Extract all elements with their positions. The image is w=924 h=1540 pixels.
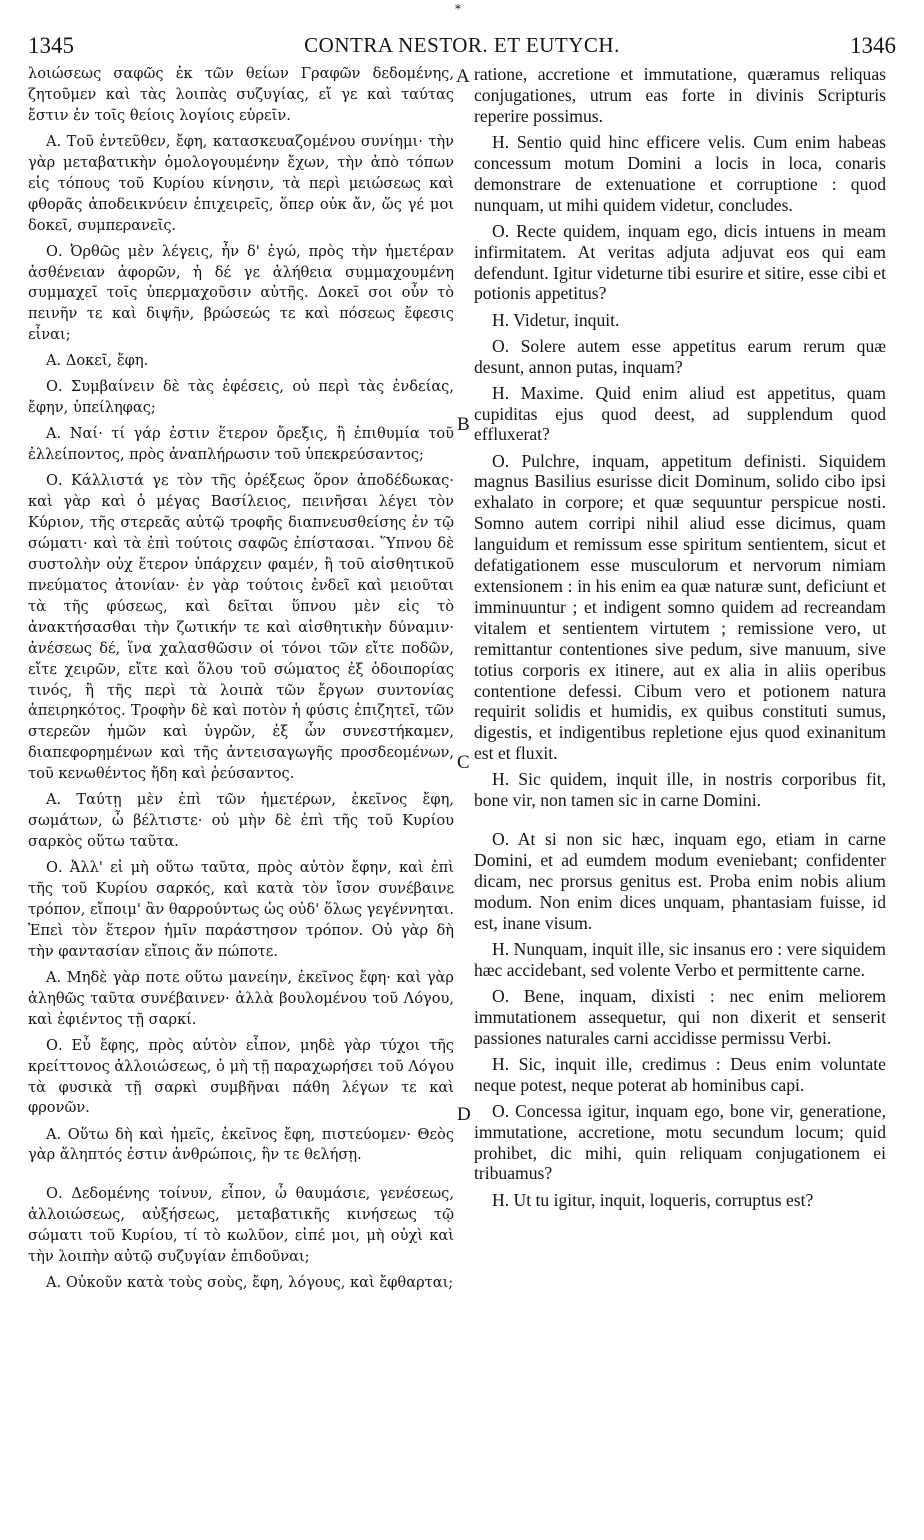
greek-paragraph: Ο. Ἀλλ' εἰ μὴ οὕτω ταῦτα, πρὸς αὐτὸν ἔφην, καὶ ἐπὶ τῆς τοῦ Κυρίου σαρκός, καὶ κατὰ τὸν ἴσον συνέβαινε τρόπον, εἴποιμ' ἂν θαρρούντως ὡς οὐδ' ὅλως γεγέννηται. Ἐπεὶ τὸν ἕτερον ἡμῖν παράστησον τρόπον. Οὐ γὰρ δὴ τὴν φαντασίαν εἴποις ἄν πώποτε. xyxy=(28,859,454,960)
greek-paragraph: Α. Μηδὲ γὰρ ποτε οὕτω μανείην, ἐκεῖνος ἔφη· καὶ γὰρ ἀληθῶς ταῦτα συνέβαινεν· ἀλλὰ βουλομένου τοῦ Λόγου, καὶ ἐφιέντος τῇ σαρκί. xyxy=(28,968,454,1028)
latin-paragraph: O. Pulchre, inquam, appetitum definisti. Siquidem magnus Basilius esurisse dicit Dominum, solido cibo ipsi exhalato in corpore; et quæ sequuntur perspicue nosti. Somno autem corripi nihil aliud esse dicimus, quam languidum et remissum esse spiritum sentientem, sicut et defatigationem esse musculorum et nervorum nimiam extensionem : in his enim ea quæ naturæ sunt, deficiunt et imminuuntur ; et indigent somno quidem ad recreandam vitalem et sentientem virtutem ; remissione vero, ut remittantur contentiones sive pedum, sive manuum, sive totius corporis ex itinere, aut ex alia in aliis operibus contentione defessi. Cibum vero et potionem natura requirit solidis et humidis, ex quibus constituti sumus, digestis, et indigentibus repletione ejus quod exinanitum est et fluxit. xyxy=(474,450,886,764)
greek-column xyxy=(28,64,454,1299)
latin-paragraph: H. Nunquam, inquit ille, sic insanus ero : vere siquidem hæc accidebant, sed volente Verbo et permittente carne. xyxy=(474,938,886,980)
margin-marker-b: B xyxy=(457,414,470,435)
latin-paragraph: ratione, accretione et immutatione, quæramus reliquas conjugationes, utrum eas forte in divinis Scripturis reperire possimus. xyxy=(474,64,886,126)
page-header xyxy=(28,33,896,61)
margin-marker-c: C xyxy=(457,752,470,773)
greek-paragraph: Α. Οὕτω δὴ καὶ ἡμεῖς, ἐκεῖνος ἔφη, πιστεύομεν· Θεὸς γὰρ ἄληπτός ἐστιν ἀνθρώποις, ἣν τε θελήσῃ. xyxy=(28,1125,454,1164)
latin-paragraph: H. Videtur, inquit. xyxy=(492,309,620,330)
greek-paragraph: Ο. Κάλλιστά γε τὸν τῆς ὀρέξεως ὅρον ἀποδέδωκας· καὶ γὰρ καὶ ὁ μέγας Βασίλειος, πεινῆσαι λέγει τὸν Κύριον, τῆς στερεᾶς αὐτῷ τροφῆς διαπνευσθείσης ἐν τῷ σώματι· καὶ τὰ ἐπὶ τούτοις σαφῶς ἐπίστασαι. Ὕπνου δὲ συστολὴν οὐχ ἕτερον ὑπάρχειν φαμέν, ἢ τοῦ αἰσθητικοῦ πνεύματος ἀτονίαν· ἐν γὰρ τούτοις ἐνδεῖ καὶ μειοῦται τὰ τῆς φύσεως, καὶ δεῖται ὕπνου μὲν εἰς τὸ ἀνακτήσασθαι τὴν ζωτικήν τε καὶ αἰσθητικὴν δύναμιν· ἀνέσεως δέ, ἵνα χαλασθῶσιν οἱ τόνοι τῶν εἴτε ποδῶν, εἴτε χειρῶν, εἴτε καὶ ὅλου τοῦ σώματος ἐξ ὁδοιπορίας τινός, ἢ τῆς περὶ τὰ λοιπὰ τῶν ἔργων συντονίας ἀπειρηκότος. Τροφὴν δὲ καὶ ποτὸν ἡ φύσις ἐπιζητεῖ, τῶν στερεῶν ἡμῶν καὶ ὑγρῶν, ἐξ ὧν συνεστήκαμεν, διαπεφορημένων καὶ τῆς ἀντεισαγωγῆς προσδεομένων, τοῦ κενωθέντος ἤδη καὶ ῥεύσαντος. xyxy=(28,472,454,783)
running-title: CONTRA NESTOR. ET EUTYCH. xyxy=(304,33,620,57)
margin-marker-d: D xyxy=(457,1104,471,1125)
right-page-number: 1346 xyxy=(850,33,896,58)
latin-paragraph: O. Solere autem esse appetitus earum rerum quæ desunt, annon putas, inquam? xyxy=(474,335,886,377)
greek-paragraph: Α. Ταύτῃ μὲν ἐπὶ τῶν ἡμετέρων, ἐκεῖνος ἔφη, σωμάτων, ὦ βέλτιστε· οὐ μὴν δὲ ἐπὶ τῆς τοῦ Κυρίου σαρκὸς οὕτω ταῦτα. xyxy=(28,791,454,851)
greek-paragraph: Ο. Συμβαίνειν δὲ τὰς ἐφέσεις, οὐ περὶ τὰς ἐνδείας, ἔφην, ὑπείληφας; xyxy=(28,378,454,417)
greek-paragraph: Ο. Ὀρθῶς μὲν λέγεις, ἦν δ' ἐγώ, πρὸς τὴν ἡμετέραν ἀσθένειαν ἀφορῶν, ἡ δέ γε ἀλήθεια συμμαχουμένη συμμαχεῖ τοῖς ὑπερμαχοῦσιν αὐτῆς. Δοκεῖ σοι οὖν τὸ πεινῆν τε καὶ διψῆν, βρώσεώς τε καὶ πόσεως ἔφεσις εἶναι; xyxy=(28,242,454,344)
latin-paragraph: H. Sic quidem, inquit ille, in nostris corporibus fit, bone vir, non tamen sic in carne Domini. xyxy=(474,769,886,811)
greek-paragraph: Ο. Δεδομένης τοίνυν, εἶπον, ὦ θαυμάσιε, γενέσεως, ἀλλοιώσεως, αὐξήσεως, μεταβατικῆς κινήσεως τῷ σώματι τοῦ Κυρίου, τί τὸ κωλῦον, εἰπέ μοι, μὴ οὐχὶ καὶ τὴν λοιπὴν αὐτῷ συζυγίαν ἐπιδοῦναι; xyxy=(28,1185,454,1266)
latin-column xyxy=(474,64,886,1216)
latin-paragraph: H. Maxime. Quid enim aliud est appetitus, quam cupiditas ejus quod deest, ad supplendum quod effluxerat? xyxy=(474,382,886,445)
latin-paragraph: O. Recte quidem, inquam ego, dicis intuens in meam infirmitatem. At veritas adjuta adjuvat eos qui eam defendunt. Igitur videturne tibi esurire et sitire, esse cibi et potionis appetitus? xyxy=(474,220,886,304)
latin-paragraph: O. Bene, inquam, dixisti : nec enim meliorem immutationem assequetur, qui non dixerit et senserit passiones naturales carni accidisse permissu Verbi. xyxy=(474,985,886,1048)
greek-paragraph: Α. Οὐκοῦν κατὰ τοὺς σοὺς, ἔφη, λόγους, καὶ ἔφθαρται; xyxy=(46,1274,454,1292)
top-mark: * xyxy=(455,2,461,16)
latin-paragraph: H. Sic, inquit ille, credimus : Deus enim voluntate neque potest, neque poterat ab hominibus capi. xyxy=(474,1053,886,1095)
greek-paragraph: Α. Δοκεῖ, ἔφη. xyxy=(46,352,149,370)
latin-paragraph: H. Ut tu igitur, inquit, loqueris, corruptus est? xyxy=(492,1189,814,1210)
greek-paragraph: Ο. Εὖ ἔφης, πρὸς αὐτὸν εἶπον, μηδὲ γὰρ τύχοι τῆς κρείττονος ἀλλοιώσεως, ὁ μὴ τῇ παραχωρήσει τοῦ Λόγου τὰ φυσικὰ τῇ σαρκὶ συμβῆναι πάθη λέγων τε καὶ φρονῶν. xyxy=(28,1036,454,1117)
greek-paragraph: Α. Ναί· τί γάρ ἐστιν ἕτερον ὄρεξις, ἢ ἐπιθυμία τοῦ ἐλλείποντος, πρὸς ἀναπλήρωσιν τοῦ ὑπεκρεύσαντος; xyxy=(28,425,454,464)
latin-paragraph: H. Sentio quid hinc efficere velis. Cum enim habeas concessum motum Domini a locis in loca, conaris demonstrare de extenuatione et corruptione : quod nunquam, ut mihi quidem videtur, concludes. xyxy=(474,131,886,215)
greek-paragraph: λοιώσεως σαφῶς ἐκ τῶν θείων Γραφῶν δεδομένης, ζητοῦμεν καὶ τὰς λοιπὰς συζυγίας, εἴ γε καὶ ταύτας ἔστιν ἐν τοῖς θείοις λογίοις εὑρεῖν. xyxy=(28,65,454,124)
margin-marker-a: A xyxy=(456,66,470,87)
left-page-number: 1345 xyxy=(28,33,74,58)
latin-paragraph: O. At si non sic hæc, inquam ego, etiam in carne Domini, et ad eumdem modum eveniebant; confidenter dicam, nec prorsus genitus est. Proba enim nobis alium modum. Non enim dices unquam, phantasiam fuisse, id est, inane visum. xyxy=(474,829,886,933)
latin-paragraph: O. Concessa igitur, inquam ego, bone vir, generatione, immutatione, accretione, motu secundum locum; quid prohibet, dic mihi, quin reliquam conjugationem ei tribuamus? xyxy=(474,1100,886,1184)
greek-paragraph: Α. Τοῦ ἐντεῦθεν, ἔφη, κατασκευαζομένου συνίημι· τὴν γὰρ μεταβατικὴν ὁμολογουμένην ἔχων, τὴν ἀπὸ τόπων εἰς τόπους τοῦ Κυρίου κίνησιν, τὰ περὶ μειώσεως καὶ φθορᾶς ἀποδεικνύειν ἐπιχειρεῖς, ὅπερ οὐκ ἄν, ὥς γέ μοι δοκεῖ, συμπερανεῖς. xyxy=(28,132,454,234)
